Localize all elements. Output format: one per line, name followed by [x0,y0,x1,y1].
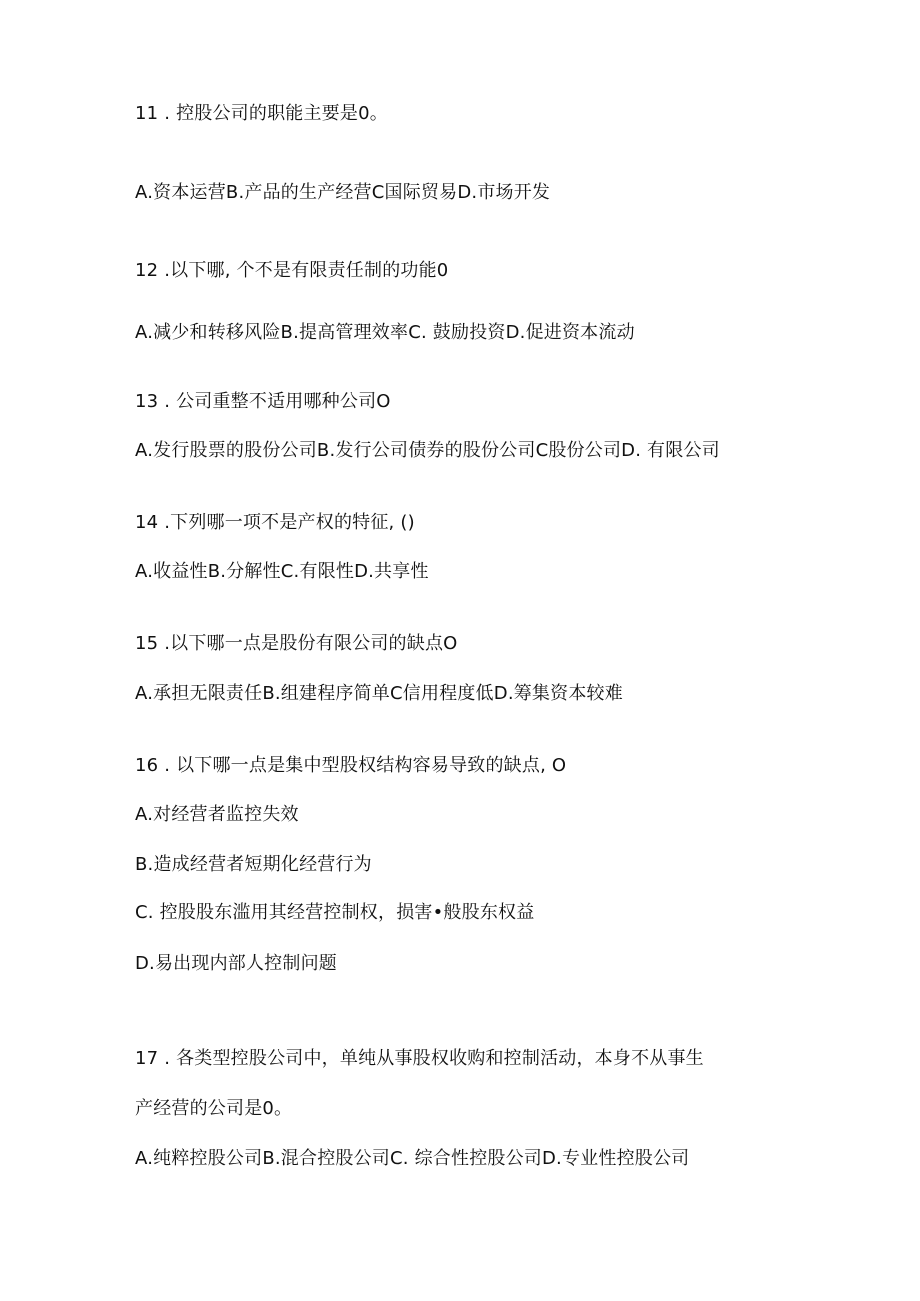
question-12-options: A.减少和转移风险B.提高管理效率C. 鼓励投资D.促进资本流动 [135,322,635,343]
question-16-stem: 16 . 以下哪一点是集中型股权结构容易导致的缺点, O [135,755,567,776]
question-16-option-a: A.对经营者监控失效 [135,804,299,825]
question-15-stem: 15 .以下哪一点是股份有限公司的缺点O [135,633,458,654]
question-11-stem: 11 . 控股公司的职能主要是0。 [135,103,388,124]
question-12-stem: 12 .以下哪, 个不是有限责任制的功能0 [135,260,449,281]
question-14-stem: 14 .下列哪一项不是产权的特征, () [135,512,415,533]
question-16-option-b: B.造成经营者短期化经营行为 [135,854,372,875]
question-17-options: A.纯粹控股公司B.混合控股公司C. 综合性控股公司D.专业性控股公司 [135,1148,690,1169]
question-15-options: A.承担无限责任B.组建程序简单C信用程度低D.筹集资本较难 [135,683,623,704]
question-17-stem-line-2: 产经营的公司是0。 [135,1098,293,1119]
question-14-options: A.收益性B.分解性C.有限性D.共享性 [135,561,429,582]
question-17-stem-line-1: 17 . 各类型控股公司中，单纯从事股权收购和控制活动，本身不从事生 [135,1048,704,1069]
question-16-option-d: D.易出现内部人控制问题 [135,953,337,974]
question-13-stem: 13 . 公司重整不适用哪种公司O [135,391,391,412]
question-13-options: A.发行股票的股份公司B.发行公司债券的股份公司C股份公司D. 有限公司 [135,440,720,461]
question-11-options: A.资本运营B.产品的生产经营C国际贸易D.市场开发 [135,182,551,203]
question-16-option-c: C. 控股股东滥用其经营控制权，损害•般股东权益 [135,902,535,923]
